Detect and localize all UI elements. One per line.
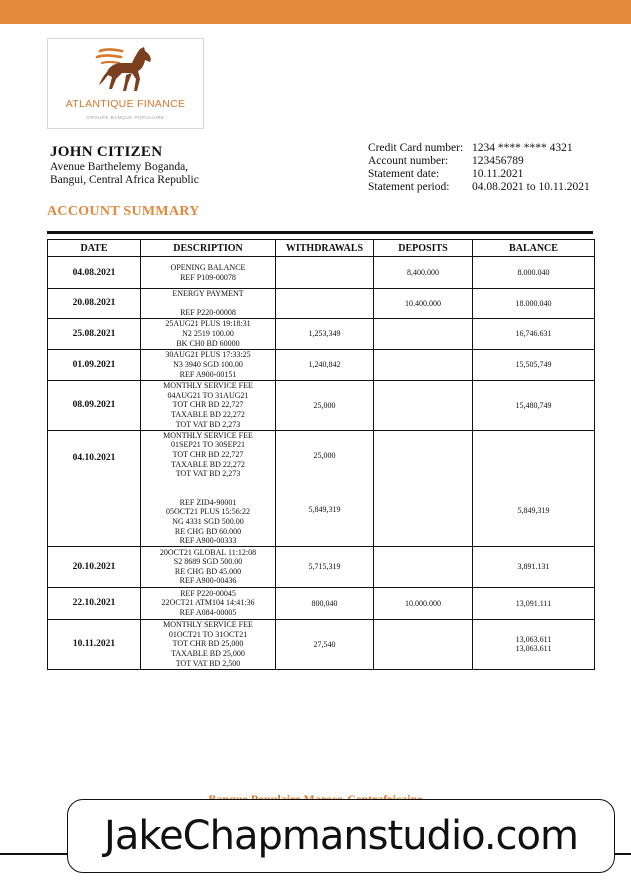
description-line: N2 2519 100.00 [182, 328, 234, 338]
description-line: ENERGY PAYMENT [172, 289, 244, 298]
row-withdrawals: 1,253,349 [276, 318, 374, 349]
account-info [368, 142, 590, 194]
row-description [141, 587, 276, 619]
row-date: 22.10.2021 [48, 587, 141, 619]
header-balance: BALANCE [473, 240, 595, 257]
row-description [141, 349, 276, 380]
row-date: 04.08.2021 [48, 257, 141, 289]
description-spacer [141, 479, 275, 498]
description-line: TAXABLE BD 25,000 [171, 649, 245, 659]
description-line: REF P109-00078 [180, 272, 236, 282]
description-line: S2 8689 SGD 500.00 [173, 557, 243, 567]
row-balance: 13,091.111 [473, 587, 595, 619]
statement-date-row [368, 168, 590, 181]
description-line: TOT VAT BD 2,273 [175, 469, 241, 479]
table-row [48, 587, 595, 619]
customer-address-line2: Bangui, Central Africa Republic [50, 174, 199, 186]
statement-date-value: 10.11.2021 [472, 168, 524, 180]
row-balance: 15,505,749 [473, 349, 595, 380]
watermark-banner [67, 799, 615, 873]
statement-period-label: Statement period: [368, 181, 450, 193]
row-date: 20.10.2021 [48, 546, 141, 587]
row-deposits [374, 619, 473, 669]
table-row [48, 619, 595, 669]
brand-subtitle: GROUPE BANQUE POPULAIRE [86, 115, 165, 120]
credit-card-row [368, 142, 590, 155]
row-deposits [374, 546, 473, 587]
header-deposits: DEPOSITS [374, 240, 473, 257]
row-description [141, 380, 276, 430]
description-line: BK CH0 BD 60000 [176, 338, 240, 348]
row-deposits: 10.400.000 [374, 289, 473, 319]
description-line: OPENING BALANCE [170, 262, 246, 272]
transactions-table [47, 239, 595, 670]
customer-address-line1: Avenue Barthelemy Boganda, [50, 161, 189, 173]
row-withdrawals: 1,240,842 [276, 349, 374, 380]
description-line: REF P220-00008 [180, 308, 236, 318]
row-withdrawals [276, 257, 374, 289]
row-description [141, 430, 276, 546]
header-withdrawals: WITHDRAWALS [276, 240, 374, 257]
row-withdrawals [276, 289, 374, 319]
bank-logo [47, 38, 204, 129]
row-deposits [374, 380, 473, 430]
watermark-text: JakeChapmanstudio.com [104, 813, 578, 859]
row-date: 08.09.2021 [48, 380, 141, 430]
row-deposits [374, 349, 473, 380]
description-line: TOT CHR BD 22,727 [172, 400, 244, 410]
row-date: 20.08.2021 [48, 289, 141, 319]
header-date: DATE [48, 240, 141, 257]
description-line: N3 3940 SGD 100.00 [173, 359, 243, 369]
description-line: 25AUG21 PLUS 19:18:31 [165, 319, 251, 329]
table-header-row [48, 240, 595, 257]
row-balance [473, 619, 595, 669]
header-description: DESCRIPTION [141, 240, 276, 257]
row-description [141, 257, 276, 289]
row-balance: 18.000.040 [473, 289, 595, 319]
table-row [48, 318, 595, 349]
account-number-row [368, 155, 590, 168]
description-line: MONTHLY SERVICE FEE [163, 620, 253, 630]
description-line: RE CHG BD 60.000 [174, 526, 242, 536]
description-line: NG 4331 SGD 500.00 [172, 516, 244, 526]
row-withdrawals [276, 430, 374, 546]
row-description [141, 546, 276, 587]
description-line: REF A900-00333 [179, 536, 237, 546]
table-row [48, 546, 595, 587]
row-withdrawals: 25,000 [276, 380, 374, 430]
top-accent-bar [0, 0, 631, 24]
row-deposits [374, 318, 473, 349]
row-date: 01.09.2021 [48, 349, 141, 380]
description-line: REF ZID4-90001 [179, 497, 237, 507]
row-description [141, 619, 276, 669]
row-date: 10.11.2021 [48, 619, 141, 669]
description-line: 30AUG21 PLUS 17:33:25 [165, 350, 251, 360]
customer-name: JOHN CITIZEN [50, 144, 163, 160]
description-line: 20OCT21 GLOBAL 11:12:08 [159, 547, 257, 557]
description-line: TOT VAT BD 2,500 [175, 658, 241, 668]
description-line: REF A900-00436 [179, 576, 237, 586]
summary-divider [47, 231, 593, 234]
statement-period-row [368, 181, 590, 194]
description-line: MONTHLY SERVICE FEE [163, 430, 253, 440]
table-row [48, 257, 595, 289]
description-line: TOT VAT BD 2,273 [175, 419, 241, 429]
account-summary-title: ACCOUNT SUMMARY [47, 204, 200, 219]
description-line: MONTHLY SERVICE FEE [163, 381, 253, 391]
row-withdrawals: 27,540 [276, 619, 374, 669]
row-date: 04.10.2021 [48, 430, 141, 546]
row-deposits: 10.000.000 [374, 587, 473, 619]
credit-card-label: Credit Card number: [368, 142, 464, 154]
horse-icon [92, 45, 162, 97]
row-withdrawals: 5,715,319 [276, 546, 374, 587]
row-deposits: 8,400.000 [374, 257, 473, 289]
account-number-value: 123456789 [472, 155, 524, 167]
row-balance: 8.000.040 [473, 257, 595, 289]
table-row [48, 430, 595, 546]
description-line: TOT CHR BD 25,000 [172, 639, 244, 649]
description-line: 01SEP21 TO 30SEP21 [171, 440, 245, 450]
statement-period-value: 04.08.2021 to 10.11.2021 [472, 181, 590, 193]
balance-amount: 5,849,319 [517, 505, 550, 515]
row-balance: 15,480,749 [473, 380, 595, 430]
description-line: TOT CHR BD 22,727 [172, 449, 244, 459]
description-line: RE CHG BD 45.000 [174, 566, 242, 576]
description-line: TAXABLE BD 22,272 [171, 459, 245, 469]
description-line: REF P220-00045 [180, 588, 236, 598]
description-line: 01OCT21 TO 31OCT21 [168, 629, 248, 639]
table-row [48, 289, 595, 319]
brand-name: ATLANTIQUE FINANCE [65, 98, 186, 110]
row-deposits [374, 430, 473, 546]
withdrawal-amount: 5,849,319 [308, 504, 341, 514]
statement-date-label: Statement date: [368, 168, 440, 180]
account-number-label: Account number: [368, 155, 449, 167]
table-row [48, 349, 595, 380]
row-balance [473, 430, 595, 546]
balance-amount: 13,063.611 [515, 644, 552, 654]
credit-card-value: 1234 **** **** 4321 [472, 142, 573, 154]
table-row [48, 380, 595, 430]
row-description [141, 318, 276, 349]
description-line: 05OCT21 PLUS 15:56:22 [165, 507, 250, 517]
row-balance: 3,891.131 [473, 546, 595, 587]
description-line: 22OCT21 ATM104 14:41:36 [161, 598, 255, 608]
row-withdrawals: 800,040 [276, 587, 374, 619]
description-line: REF A900-00151 [179, 369, 237, 379]
description-line: REF A084-00005 [179, 608, 237, 618]
balance-amount: 13,063.611 [515, 635, 552, 645]
row-description [141, 289, 276, 319]
description-line: TAXABLE BD 22,272 [171, 410, 245, 420]
row-date: 25.08.2021 [48, 318, 141, 349]
withdrawal-amount: 25,000 [313, 450, 336, 460]
description-line [141, 299, 275, 309]
row-balance: 16,746.631 [473, 318, 595, 349]
description-line: 04AUG21 TO 31AUG21 [167, 390, 249, 400]
